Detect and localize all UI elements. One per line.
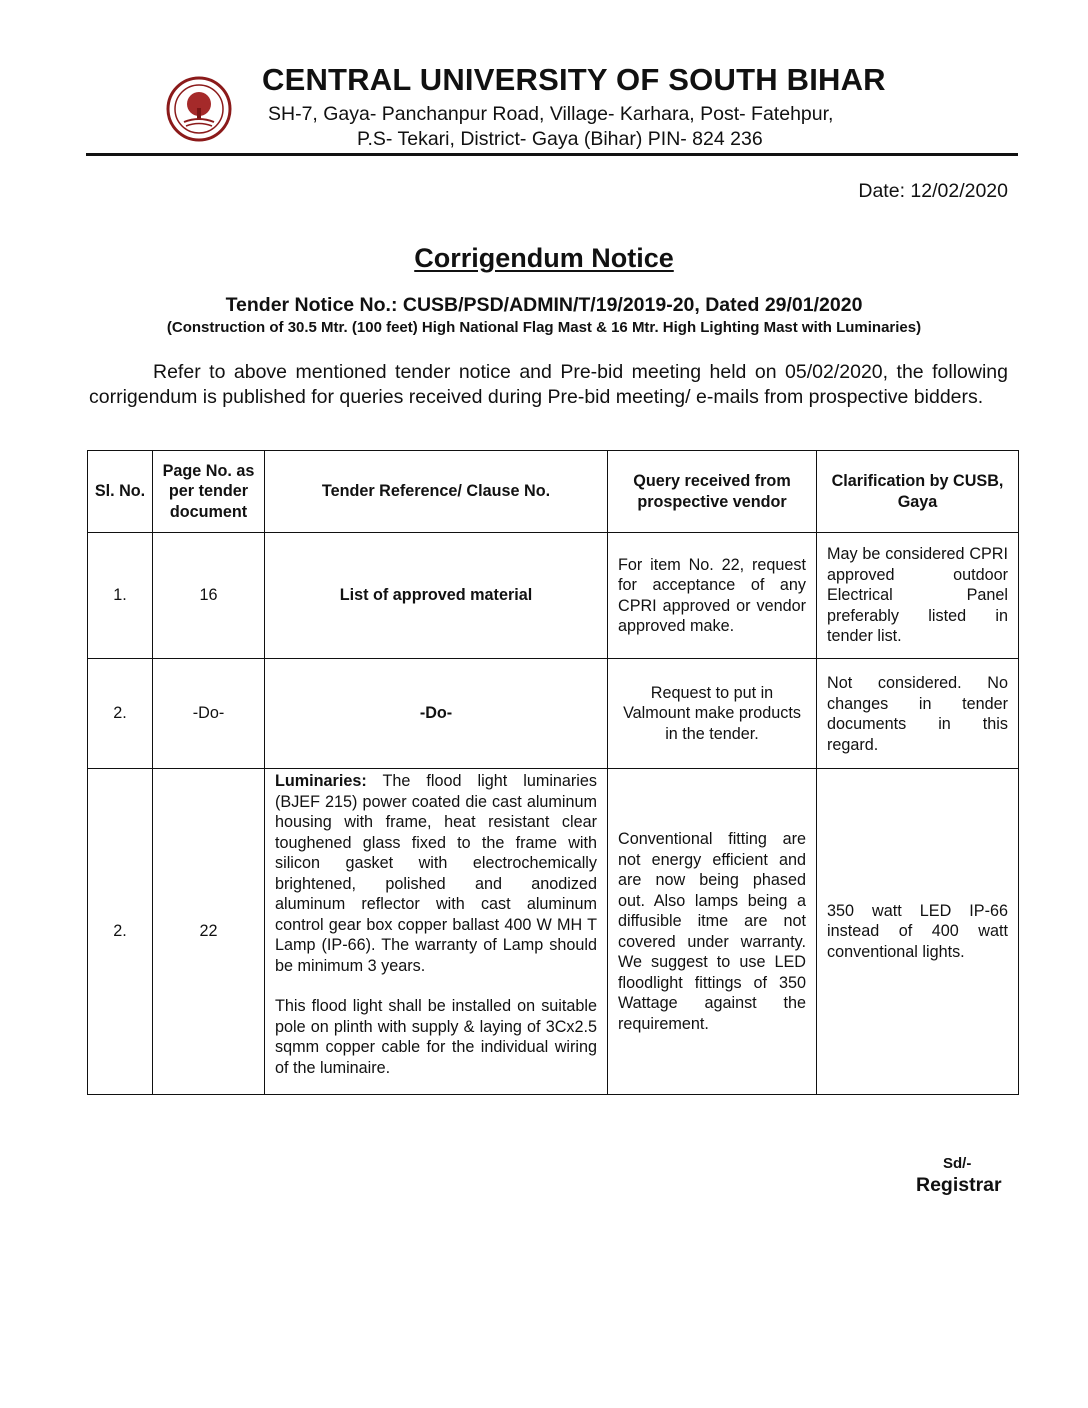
address-line-2: P.S- Tekari, District- Gaya (Bihar) PIN- 824 236: [357, 128, 763, 150]
cell-sl-no: 2.: [88, 769, 153, 1095]
table-row: [88, 533, 1019, 659]
cell-page-no: -Do-: [153, 659, 265, 769]
clause-text: The flood light luminaries (BJEF 215) power coated die cast aluminum housing with frame, heat resistant clear toughened glass fixed to the frame with silicon gasket with electrochemically brightened, polished and anodized aluminum reflector with cast aluminum control gear box copper ballast 400 W MH T Lamp (IP-66). The warranty of Lamp should be minimum 3 years.: [275, 772, 597, 975]
cell-clarification: Not considered. No changes in tender documents in this regard.: [817, 659, 1019, 769]
clause-label: Luminaries:: [275, 772, 367, 790]
cell-sl-no: 2.: [88, 659, 153, 769]
clause-paragraph-2: This flood light shall be installed on suitable pole on plinth with supply & laying of 3Cx2.5 sqmm copper cable for the individual wiring of the luminaire.: [275, 997, 597, 1077]
header-page-no: Page No. as per tender document: [153, 451, 265, 533]
notice-date: Date: 12/02/2020: [858, 180, 1008, 202]
cell-clause: -Do-: [265, 659, 608, 769]
header-clarification: Clarification by CUSB, Gaya: [817, 451, 1019, 533]
cell-sl-no: 1.: [88, 533, 153, 659]
cell-page-no: 16: [153, 533, 265, 659]
header-clause: Tender Reference/ Clause No.: [265, 451, 608, 533]
table-row: [88, 659, 1019, 769]
header-divider: [86, 153, 1018, 156]
cell-clause: [265, 769, 608, 1095]
cell-query: Conventional fitting are not energy efficient and are now being phased out. Also lamps being a diffusible itme are not covered under warranty. We suggest to use LED floodlight fittings of 350 Wattage against the requirement.: [608, 769, 817, 1095]
address-line-1: SH-7, Gaya- Panchanpur Road, Village- Karhara, Post- Fatehpur,: [268, 103, 834, 125]
page-title: Corrigendum Notice: [414, 243, 674, 273]
cell-query: For item No. 22, request for acceptance of any CPRI approved or vendor approved make.: [608, 533, 817, 659]
intro-paragraph: Refer to above mentioned tender notice and Pre-bid meeting held on 05/02/2020, the following corrigendum is published for queries received during Pre-bid meeting/ e-mails from prospective bidders.: [89, 361, 1008, 408]
signature-designation: Registrar: [916, 1174, 1002, 1196]
university-emblem-icon: [166, 76, 232, 142]
cell-query: Request to put in Valmount make products in the tender.: [608, 659, 817, 769]
corrigendum-table: [87, 450, 1019, 1095]
signature-sd: Sd/-: [943, 1155, 972, 1172]
cell-clause: List of approved material: [265, 533, 608, 659]
tender-subject: (Construction of 30.5 Mtr. (100 feet) High National Flag Mast & 16 Mtr. High Lighting Mast with Luminaries): [166, 319, 922, 336]
header-query: Query received from prospective vendor: [608, 451, 817, 533]
table-header-row: [88, 451, 1019, 533]
clause-paragraph-1: [275, 771, 597, 976]
header-sl-no: Sl. No.: [88, 451, 153, 533]
tender-notice-number: Tender Notice No.: CUSB/PSD/ADMIN/T/19/2019-20, Dated 29/01/2020: [225, 294, 863, 316]
cell-page-no: 22: [153, 769, 265, 1095]
cell-clarification: 350 watt LED IP-66 instead of 400 watt conventional lights.: [817, 769, 1019, 1095]
university-name: CENTRAL UNIVERSITY OF SOUTH BIHAR: [262, 62, 886, 97]
cell-clarification: May be considered CPRI approved outdoor Electrical Panel preferably listed in tender list.: [817, 533, 1019, 659]
table-row: [88, 769, 1019, 1095]
